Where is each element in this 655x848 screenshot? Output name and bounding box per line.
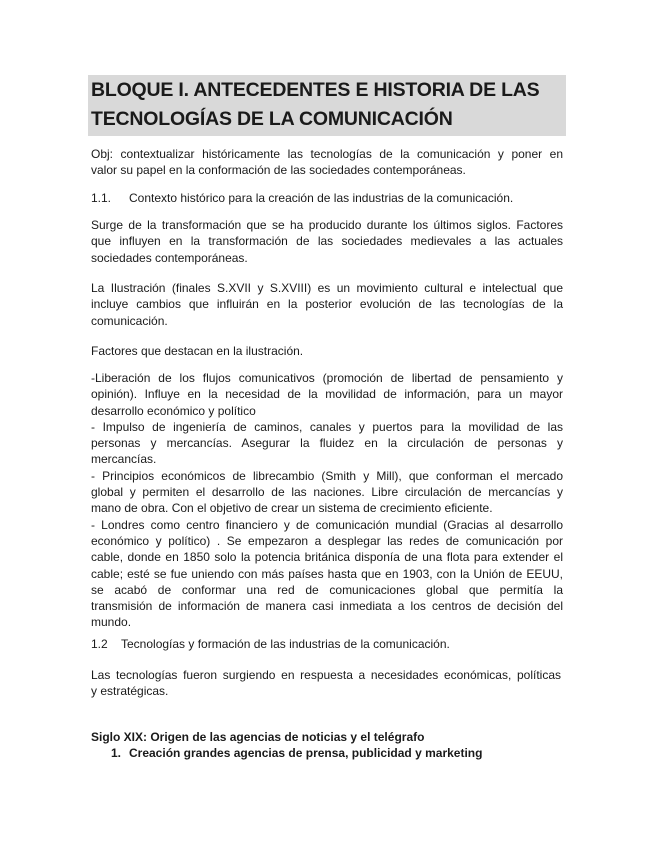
factor-line: transmisión de información de manera casi inmediata a los centros de decisión del <box>91 599 563 614</box>
factores-intro <box>91 343 563 359</box>
section-1-2-heading <box>91 637 450 651</box>
paragraph-line: Las tecnologías fueron surgiendo en respuesta a necesidades económicas, políticas <box>91 668 561 682</box>
section-title: Contexto histórico para la creación de las industrias de la comunicación. <box>129 191 514 205</box>
paragraph-line: y estratégicas. <box>91 684 169 699</box>
section-title: Tecnologías y formación de las industrias de la comunicación. <box>121 637 450 651</box>
objective-paragraph <box>91 146 563 179</box>
surge-paragraph <box>91 217 563 266</box>
factor-line: mercancías. <box>91 452 157 467</box>
factor-line: - Principios económicos de librecambio (Smith y Mill), que conforman el mercado <box>91 468 563 483</box>
title-line-1: BLOQUE I. ANTECEDENTES E HISTORIA DE LAS <box>91 79 540 101</box>
title-block <box>88 75 566 136</box>
paragraph-line: incluye cambios que influirán en la posterior evolución de las tecnologías de la <box>91 297 563 312</box>
factor-line: -Liberación de los flujos comunicativos (promoción de libertad de pensamiento y <box>91 371 563 385</box>
paragraph-line: Surge de la transformación que se ha producido durante los últimos siglos. Factores <box>91 218 563 232</box>
siglo-xix-heading: Siglo XIX: Origen de las agencias de noticias y el telégrafo <box>91 730 425 744</box>
factor-line: cable, donde en 1850 solo la potencia británica disponía de una flota para extender el <box>91 550 563 565</box>
objective-line: Obj: contextualizar históricamente las tecnologías de la comunicación y poner en <box>91 147 563 161</box>
factor-line: económico y político) . Se empezaron a desplegar las redes de comunicación por <box>91 533 563 548</box>
section-number: 1.2 <box>91 637 108 651</box>
factores-list <box>91 370 563 631</box>
list-item-text: Creación grandes agencias de prensa, publicidad y marketing <box>129 746 483 760</box>
title-line-2: TECNOLOGÍAS DE LA COMUNICACIÓN <box>91 108 453 130</box>
paragraph-line: comunicación. <box>91 313 168 328</box>
factor-line: personas y mercancías. Asegurar la fluidez en la circulación de personas y <box>91 436 563 451</box>
factor-line: mundo. <box>91 615 132 630</box>
factor-line: opinión). Influye en la necesidad de la movilidad de información, para un mayor <box>91 387 563 402</box>
factor-line: - Impulso de ingeniería de caminos, canales y puertos para la movilidad de las <box>91 419 563 434</box>
factor-line: cable; esté se fue uniendo con más países hasta que en 1903, con la Unión de EEUU, <box>91 566 563 581</box>
paragraph-line: que influyen en la transformación de las sociedades medievales a las actuales <box>91 234 563 249</box>
section-1-1-heading <box>91 191 513 205</box>
list-item-number: 1. <box>111 746 122 760</box>
factor-line: - Londres como centro financiero y de comunicación mundial (Gracias al desarrollo <box>91 517 563 532</box>
tecnologias-paragraph <box>91 667 561 700</box>
paragraph-line: La Ilustración (finales S.XVII y S.XVIII) es un movimiento cultural e intelectual que <box>91 281 563 295</box>
factor-line: desarrollo económico y político <box>91 403 256 418</box>
factor-line: mano de obra. Con el objetivo de crear un sistema de crecimiento eficiente. <box>91 501 493 516</box>
section-number: 1.1. <box>91 191 112 205</box>
ilustracion-paragraph <box>91 280 563 329</box>
factor-line: se acabó de conformar una red de comunicaciones global que permitía la <box>91 582 563 597</box>
factor-line: global y permiten el desarrollo de las naciones. Libre circulación de mercancías y <box>91 485 563 500</box>
paragraph-line: sociedades contemporáneas. <box>91 250 248 265</box>
list-item <box>111 746 482 760</box>
paragraph-line: Factores que destacan en la ilustración. <box>91 344 304 358</box>
objective-line: valor su papel en la conformación de las sociedades contemporáneas. <box>91 163 466 178</box>
